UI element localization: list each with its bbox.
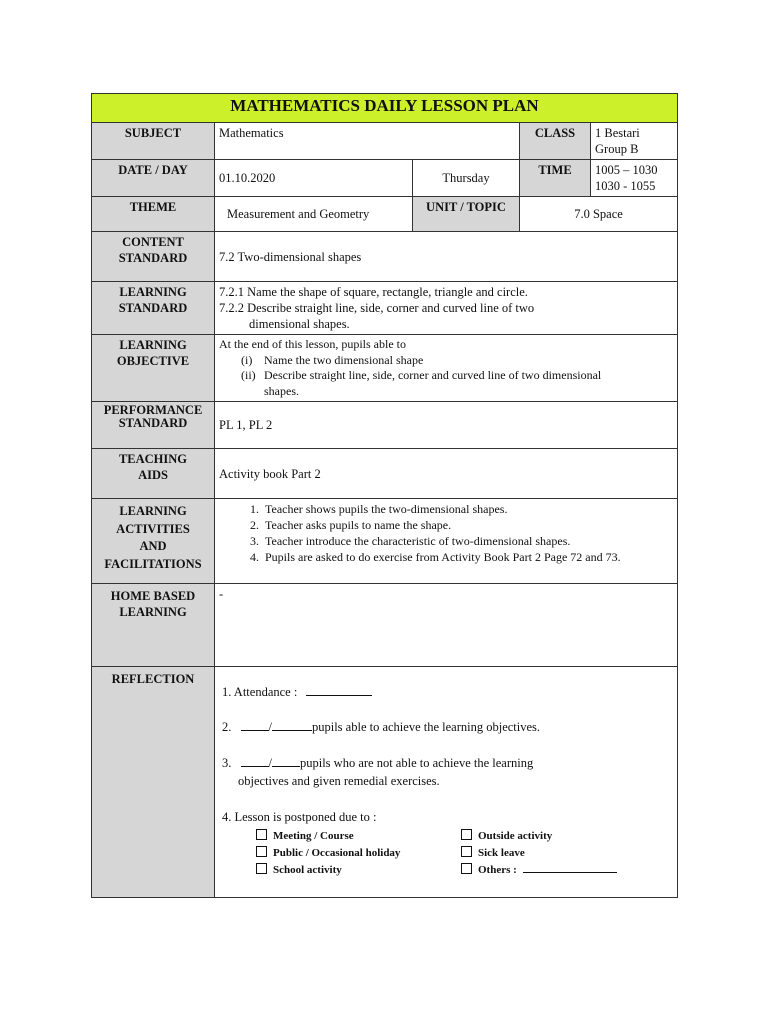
activities-label-line-3: AND xyxy=(139,539,167,553)
reflection-item-3-cont: objectives and given remedial exercises. xyxy=(238,774,440,788)
date-label: DATE / DAY xyxy=(92,160,215,197)
teaching-aids-value: Activity book Part 2 xyxy=(215,449,678,499)
day-value: Thursday xyxy=(413,160,520,197)
learning-standard-2-cont: dimensional shapes. xyxy=(249,317,350,331)
home-based-learning-value: - xyxy=(215,584,678,667)
checkbox[interactable] xyxy=(256,863,267,874)
performance-label-line-2: STANDARD xyxy=(118,416,188,430)
learning-activities-value xyxy=(215,499,678,584)
option-others[interactable]: Others : xyxy=(461,862,661,879)
performance-standard-value: PL 1, PL 2 xyxy=(215,402,678,449)
objective-label-line-1: LEARNING xyxy=(119,338,187,352)
unit-label: UNIT / TOPIC xyxy=(413,197,520,232)
activity-number: 1. xyxy=(250,502,259,516)
theme-label: THEME xyxy=(92,197,215,232)
class-group: Group B xyxy=(595,142,639,156)
objective-number: (i) xyxy=(241,352,253,367)
teaching-aids-label xyxy=(92,449,215,499)
item-2-blank-b xyxy=(272,730,312,731)
objective-text: Describe straight line, side, corner and curved line of two dimensional shapes. xyxy=(264,368,602,398)
learning-activities-label xyxy=(92,499,215,584)
objective-item xyxy=(219,353,673,369)
content-standard-value: 7.2 Two-dimensional shapes xyxy=(215,232,678,282)
subject-label: SUBJECT xyxy=(92,123,215,160)
activity-item xyxy=(219,517,673,533)
attendance-text: 1. Attendance : xyxy=(222,685,298,699)
reflection-item-4: 4. Lesson is postponed due to : xyxy=(222,810,377,824)
item-2-text: pupils able to achieve the learning objectives. xyxy=(311,720,541,734)
activities-label-line-1: LEARNING xyxy=(119,504,187,518)
others-blank[interactable] xyxy=(523,872,617,873)
checkbox[interactable] xyxy=(461,829,472,840)
aids-label-line-2: AIDS xyxy=(138,468,168,482)
activity-number: 3. xyxy=(250,534,259,548)
objective-number: (ii) xyxy=(241,368,256,382)
activity-item xyxy=(219,533,673,549)
lesson-plan-sheet xyxy=(91,93,677,898)
item-2-blank-a xyxy=(241,730,269,731)
aids-label-line-1: TEACHING xyxy=(118,452,188,466)
activity-item xyxy=(219,501,673,517)
learning-standard-label xyxy=(92,282,215,335)
date-value: 01.10.2020 xyxy=(215,160,413,197)
learning-objective-value xyxy=(215,335,678,402)
activity-number: 4. xyxy=(250,550,259,564)
learning-standard-2: 7.2.2 Describe straight line, side, corner and curved line of two xyxy=(219,301,535,315)
option-public-holiday[interactable]: Public / Occasional holiday xyxy=(256,845,461,862)
learning-standard-value xyxy=(215,282,678,335)
item-3-blank-b xyxy=(272,766,300,767)
time-value xyxy=(591,160,678,197)
theme-value: Measurement and Geometry xyxy=(215,197,413,232)
activities-label-line-4: FACILITATIONS xyxy=(104,556,202,571)
objective-item xyxy=(219,368,673,399)
activity-text: Teacher asks pupils to name the shape. xyxy=(265,518,452,532)
option-sick-leave[interactable]: Sick leave xyxy=(461,845,661,862)
unit-value: 7.0 Space xyxy=(520,197,678,232)
postpone-reason-options xyxy=(222,828,673,879)
time-label: TIME xyxy=(520,160,591,197)
subject-value: Mathematics xyxy=(215,123,520,160)
content-label-line-1: CONTENT xyxy=(122,235,184,249)
class-label: CLASS xyxy=(520,123,591,160)
activity-item xyxy=(219,549,673,565)
checkbox[interactable] xyxy=(256,846,267,857)
reflection-attendance xyxy=(222,683,673,701)
learning-objective-label xyxy=(92,335,215,402)
item-3-number: 3. xyxy=(222,756,232,770)
lesson-plan-table xyxy=(91,93,678,898)
reflection-label: REFLECTION xyxy=(92,667,215,898)
class-name: 1 Bestari xyxy=(595,126,640,140)
home-label-line-1: HOME BASED xyxy=(110,589,196,603)
item-3-text: pupils who are not able to achieve the learning xyxy=(299,756,534,770)
home-label-line-2: LEARNING xyxy=(119,605,187,619)
performance-label-line-1: PERFORMANCE xyxy=(103,403,203,417)
item-2-number: 2. xyxy=(222,720,232,734)
checkbox[interactable] xyxy=(461,846,472,857)
learning-standard-label-line-1: LEARNING xyxy=(119,285,187,299)
option-outside-activity[interactable]: Outside activity xyxy=(461,828,661,845)
learning-standard-label-line-2: STANDARD xyxy=(118,301,188,315)
content-standard-label xyxy=(92,232,215,282)
reflection-item-3: 3. / pupils who are not able to achieve the learning xyxy=(222,756,534,770)
learning-standard-1: 7.2.1 Name the shape of square, rectangle, triangle and circle. xyxy=(219,285,528,299)
option-meeting[interactable]: Meeting / Course xyxy=(256,828,461,845)
objective-intro: At the end of this lesson, pupils able to xyxy=(219,337,406,351)
home-based-learning-label xyxy=(92,584,215,667)
option-school-activity[interactable]: School activity xyxy=(256,862,461,879)
page-title: MATHEMATICS DAILY LESSON PLAN xyxy=(92,94,678,123)
reflection-item-2: 2. / pupils able to achieve the learning objectives. xyxy=(222,720,541,734)
activities-label-line-2: ACTIVITIES xyxy=(116,521,190,536)
item-3-blank-a xyxy=(241,766,269,767)
activity-number: 2. xyxy=(250,518,259,532)
content-label-line-2: STANDARD xyxy=(118,251,188,265)
reflection-value xyxy=(215,667,678,898)
activity-text: Pupils are asked to do exercise from Activity Book Part 2 Page 72 and 73. xyxy=(265,550,621,564)
checkbox[interactable] xyxy=(256,829,267,840)
attendance-blank xyxy=(306,695,372,696)
class-value xyxy=(591,123,678,160)
activity-text: Teacher shows pupils the two-dimensional shapes. xyxy=(265,502,508,516)
time-slot-2: 1030 - 1055 xyxy=(595,179,656,193)
objective-text: Name the two dimensional shape xyxy=(264,352,424,367)
activity-text: Teacher introduce the characteristic of two-dimensional shapes. xyxy=(265,534,571,548)
objective-label-line-2: OBJECTIVE xyxy=(116,354,190,368)
performance-standard-label xyxy=(92,402,215,449)
checkbox[interactable] xyxy=(461,863,472,874)
time-slot-1: 1005 – 1030 xyxy=(595,163,658,177)
